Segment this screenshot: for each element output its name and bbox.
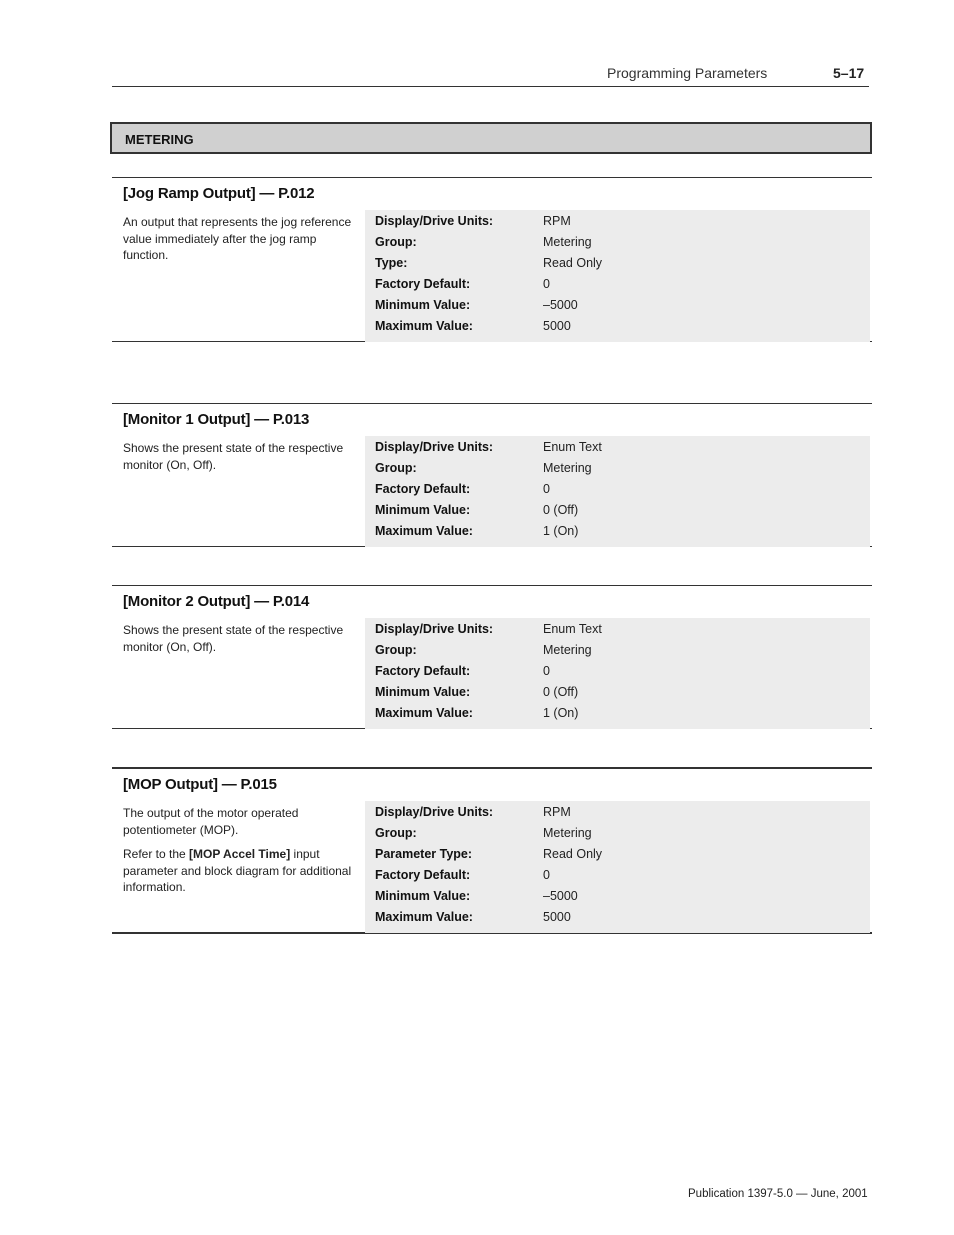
description-text: input parameter and block diagram for additional information.: [123, 847, 352, 894]
parameter-block-p012: [112, 177, 872, 342]
attribute-value: 1 (On): [543, 706, 579, 720]
attribute-row: [365, 844, 870, 865]
attribute-value: 5000: [543, 910, 571, 924]
attribute-label: Group:: [375, 235, 417, 249]
attribute-row: [365, 479, 870, 500]
parameter-attributes: [365, 210, 870, 342]
attribute-row: [365, 274, 870, 295]
attribute-row: [365, 802, 870, 823]
parameter-description: [123, 805, 363, 904]
attribute-label: Group:: [375, 461, 417, 475]
attribute-label: Minimum Value:: [375, 503, 471, 517]
attribute-value: Metering: [543, 826, 592, 840]
attribute-row: [365, 823, 870, 844]
parameter-attributes: [365, 618, 870, 729]
attribute-value: –5000: [543, 889, 578, 903]
description-paragraph: An output that represents the jog reference value immediately after the jog ramp function.: [123, 215, 352, 262]
attribute-label: Display/Drive Units:: [375, 622, 494, 636]
attribute-value: Read Only: [543, 847, 603, 861]
attribute-value: 0: [543, 664, 550, 678]
attribute-value: Metering: [543, 643, 592, 657]
attribute-label: Maximum Value:: [375, 319, 473, 333]
attribute-value: Read Only: [543, 256, 603, 270]
description-paragraph: [123, 846, 363, 896]
attribute-label: Parameter Type:: [375, 847, 473, 861]
parameter-block-p013: [112, 403, 872, 547]
attribute-label: Maximum Value:: [375, 910, 473, 924]
attribute-label: Factory Default:: [375, 482, 471, 496]
attribute-row: [365, 316, 870, 337]
attribute-label: Minimum Value:: [375, 685, 471, 699]
description-paragraph: The output of the motor operated potentiometer (MOP).: [123, 806, 299, 837]
attribute-row: [365, 640, 870, 661]
attribute-value: Metering: [543, 235, 592, 249]
parameter-attributes: [365, 436, 870, 547]
attribute-value: Enum Text: [543, 440, 602, 454]
attribute-row: [365, 295, 870, 316]
publication-footer: Publication 1397-5.0 — June, 2001: [688, 1188, 868, 1200]
attribute-value: 0: [543, 482, 550, 496]
section-bar: [110, 122, 872, 154]
parameter-description: [123, 214, 363, 272]
parameter-description: [123, 440, 363, 481]
attribute-label: Factory Default:: [375, 277, 471, 291]
parameter-block-p015: [112, 767, 872, 934]
attribute-row: [365, 907, 870, 928]
page-number: 5–17: [833, 65, 865, 81]
attribute-label: Factory Default:: [375, 664, 471, 678]
description-paragraph: Shows the present state of the respective monitor (On, Off).: [123, 623, 344, 654]
attribute-value: 0 (Off): [543, 685, 579, 699]
attribute-label: Factory Default:: [375, 868, 471, 882]
parameter-attributes: [365, 801, 870, 933]
attribute-label: Maximum Value:: [375, 706, 473, 720]
attribute-value: Metering: [543, 461, 592, 475]
attribute-value: 0: [543, 277, 550, 291]
attribute-value: 0 (Off): [543, 503, 579, 517]
description-text: Refer to the: [123, 847, 190, 861]
attribute-row: [365, 661, 870, 682]
attribute-label: Minimum Value:: [375, 889, 471, 903]
section-title: METERING: [125, 132, 194, 147]
attribute-label: Minimum Value:: [375, 298, 471, 312]
attribute-row: [365, 865, 870, 886]
attribute-value: Enum Text: [543, 622, 602, 636]
attribute-row: [365, 682, 870, 703]
parameter-title: [Monitor 1 Output] — P.013: [123, 411, 310, 428]
header-rule: [112, 86, 869, 87]
attribute-label: Maximum Value:: [375, 524, 473, 538]
attribute-label: Display/Drive Units:: [375, 214, 494, 228]
parameter-title: [MOP Output] — P.015: [123, 776, 277, 793]
attribute-row: [365, 703, 870, 724]
description-paragraph: Shows the present state of the respective monitor (On, Off).: [123, 441, 344, 472]
attribute-row: [365, 886, 870, 907]
attribute-value: RPM: [543, 805, 571, 819]
attribute-row: [365, 232, 870, 253]
attribute-value: RPM: [543, 214, 571, 228]
attribute-value: 0: [543, 868, 550, 882]
parameter-title: [Monitor 2 Output] — P.014: [123, 593, 310, 610]
attribute-label: Display/Drive Units:: [375, 440, 494, 454]
attribute-label: Type:: [375, 256, 408, 270]
running-header-title: Programming Parameters: [607, 65, 768, 81]
attribute-value: –5000: [543, 298, 578, 312]
attribute-label: Group:: [375, 826, 417, 840]
parameter-block-p014: [112, 585, 872, 729]
attribute-label: Display/Drive Units:: [375, 805, 494, 819]
attribute-row: [365, 521, 870, 542]
parameter-title: [Jog Ramp Output] — P.012: [123, 185, 315, 202]
attribute-value: 1 (On): [543, 524, 579, 538]
attribute-label: Group:: [375, 643, 417, 657]
attribute-row: [365, 458, 870, 479]
attribute-value: 5000: [543, 319, 571, 333]
attribute-row: [365, 500, 870, 521]
parameter-description: [123, 622, 363, 663]
attribute-row: [365, 437, 870, 458]
parameter-reference: [MOP Accel Time]: [189, 847, 291, 861]
attribute-row: [365, 619, 870, 640]
attribute-row: [365, 253, 870, 274]
attribute-row: [365, 211, 870, 232]
